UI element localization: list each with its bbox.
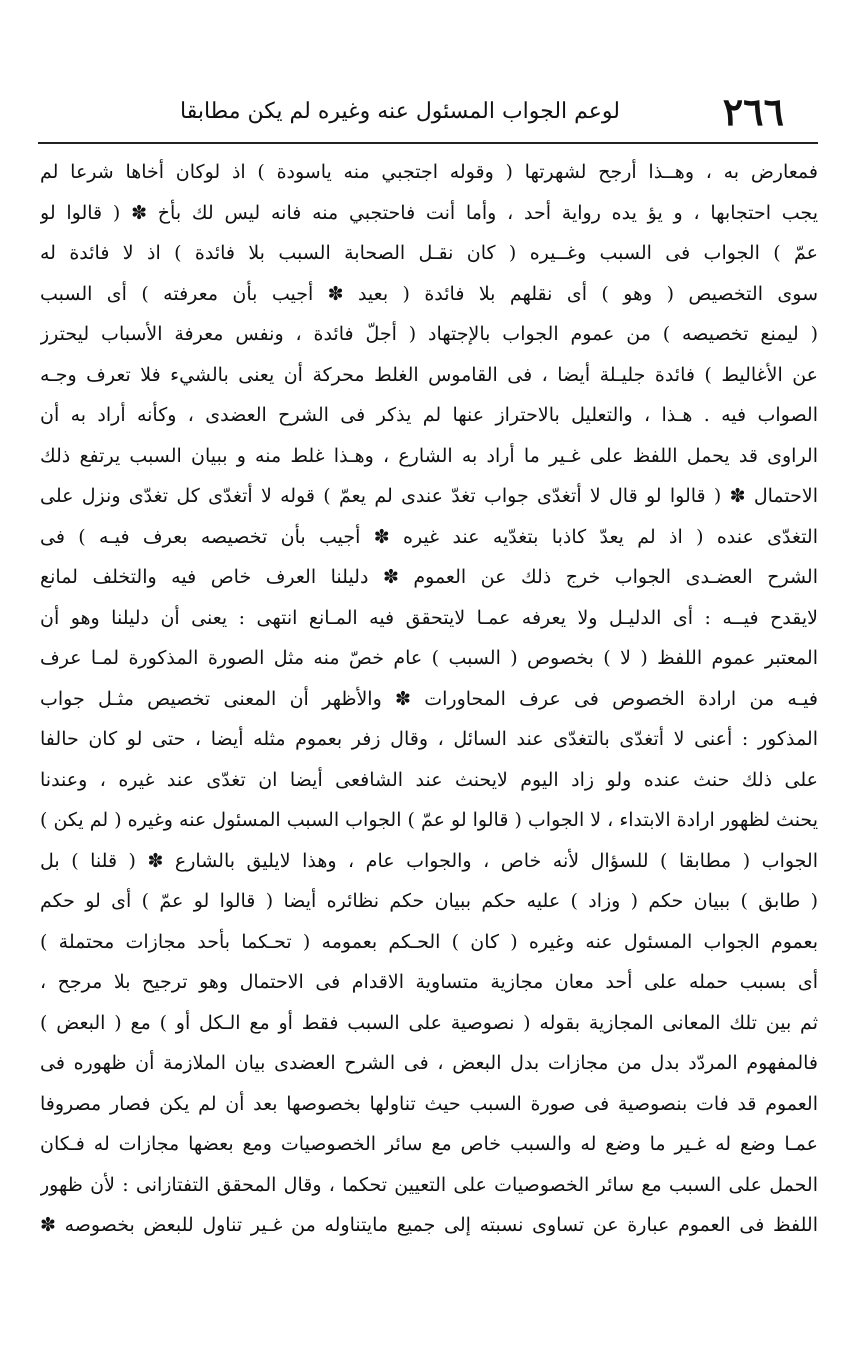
header-rule [38,142,818,144]
text-line: يجب احتجابها ، و يؤ يده رواية أحد ، وأما أنت فاحتجبي منه فانه ليس لك بأخ ✽ ( قالوا لو [40,201,818,224]
text-line: عن الأغاليط ) فائدة جليـلة أيضا ، فى القاموس الغلط محركة أن يعنى بالشيء فلا تعرف وجـه [40,363,818,386]
text-line: فالمفهوم المردّد بدل من مجازات بدل البعض ، فى الشرح العضدى بيان الملازمة أن ظهوره فى [40,1052,818,1074]
text-line: سوى التخصيص ( وهو ) أى نقلهم بلا فائدة ( بعيد ✽ أجيب بأن معرفته ) أى السبب [40,282,818,305]
text-line: الحمل على السبب مع سائر الخصوصيات على التعيين تحكما ، وقال المحقق التفتازانى : لأن ظهور [40,1173,818,1196]
text-line: عمّ ) الجواب فى السبب وغــيره ( كان نقـل الصحابة السبب بلا فائدة ) اذ لا فائدة له [40,242,818,264]
text-line: المعتبر عموم اللفظ ( لا ) بخصوص ( السبب ) عام خصّ منه مثل الصورة المذكورة لمـا عرف [40,647,818,669]
body-text [40,152,818,1246]
text-line: على ذلك حنث عنده ولو زاد اليوم لايحنث عند الشافعى أيضا ان تغدّى عند غيره ، وعندنا [40,768,818,791]
text-line: أى بسبب حمله على أحد معان مجازية متساوية الاقدام فى الاحتمال وهو ترجيح بلا مرجح ، [40,971,818,993]
text-line: يحنث لظهور ارادة الابتداء ، لا الجواب ( قالوا لو عمّ ) الجواب السبب المسئول عنه وغيره ( لم يكن ) [40,809,818,831]
text-line: الصواب فيه . هـذا ، والتعليل بالاحتراز عنها لم يذكر فى الشرح العضدى ، وكأنه أراد به أن [40,404,818,426]
text-line: فمعارض به ، وهــذا أرجح لشهرتها ( وقوله اجتجبي منه ياسودة ) اذ لوكان أخاها شرعا لم [40,161,818,183]
text-line: العموم قد فات بنصوصية فى صورة السبب حيث تناولها بخصوصها بعد أن لم يكن فصار مصروفا [40,1092,818,1115]
text-line: المذكور : أعنى لا أتغدّى بالتغدّى عند السائل ، وقال زفر بعموم مثله أيضا ، حتى لو كان حالفا [40,728,818,750]
text-line: ثم بين تلك المعانى المجازية بقوله ( نصوصية على السبب فقط أو مع الـكل أو ) مع ( البعض ) [40,1011,818,1034]
text-line: الاحتمال ✽ ( قالوا لو قال لا أتغدّى جواب تغدّ عندى لم يعمّ ) قوله لا أتغدّى كل تغدّى ونزل على [40,485,818,507]
page-number: ٢٦٦ [722,89,784,134]
text-line: ( طابق ) ببيان حكم ( وزاد ) عليه حكم ببيان حكم نظائره أيضا ( قالوا لو عمّ ) أى لو حكم [40,890,818,912]
running-head: لوعم الجواب المسئول عنه وغيره لم يكن مطابقا [180,99,620,124]
text-line: لايقدح فيــه : أى الدليـل ولا يعرفه عمـا لايتحقق فيه المـانع انتهى : يعنى أن دليلنا وهو أن [40,606,818,629]
page-header [40,84,816,138]
text-line: التغدّى عنده ( اذ لم يعدّ كاذبا بتغدّيه عند غيره ✽ أجيب بأن تخصيصه بعرف فيـه ) فى [40,525,818,548]
text-line: فيـه من ارادة الخصوص فى عرف المحاورات ✽ والأظهر أن المعنى تخصيص مثـل جواب [40,687,818,710]
text-line: الجواب ( مطابقا ) للسؤال لأنه خاص ، والجواب عام ، وهذا لايليق بالشارع ✽ ( قلنا ) بل [40,849,818,872]
text-line: ( ليمنع تخصيصه ) من عموم الجواب بالإجتهاد ( أجلّ فائدة ، ونفس معرفة الأسباب ليحترز [40,323,818,345]
text-line: اللفظ فى العموم عبارة عن تساوى نسبته إلى جميع مايتناوله من غـير تناول للبعض بخصوصه ✽ [40,1214,818,1236]
text-line: عمـا وضع له غـير ما وضع له والسبب خاص مع سائر الخصوصيات ومع بعضها مجازات له فـكان [40,1133,818,1155]
text-line: الشرح العضـدى الجواب خرج ذلك عن العموم ✽ دليلنا العرف خاص فيه والتخلف لمانع [40,566,818,588]
text-line: بعموم الجواب المسئول عنه وغيره ( كان ) الحـكم بعمومه ( تحـكما بأحد مجازات محتملة ) [40,930,818,953]
text-line: الراوى قد يحمل اللفظ على غـير ما أراد به الشارع ، وهـذا غلط منه و ببيان السبب يرتفع ذلك [40,444,818,467]
